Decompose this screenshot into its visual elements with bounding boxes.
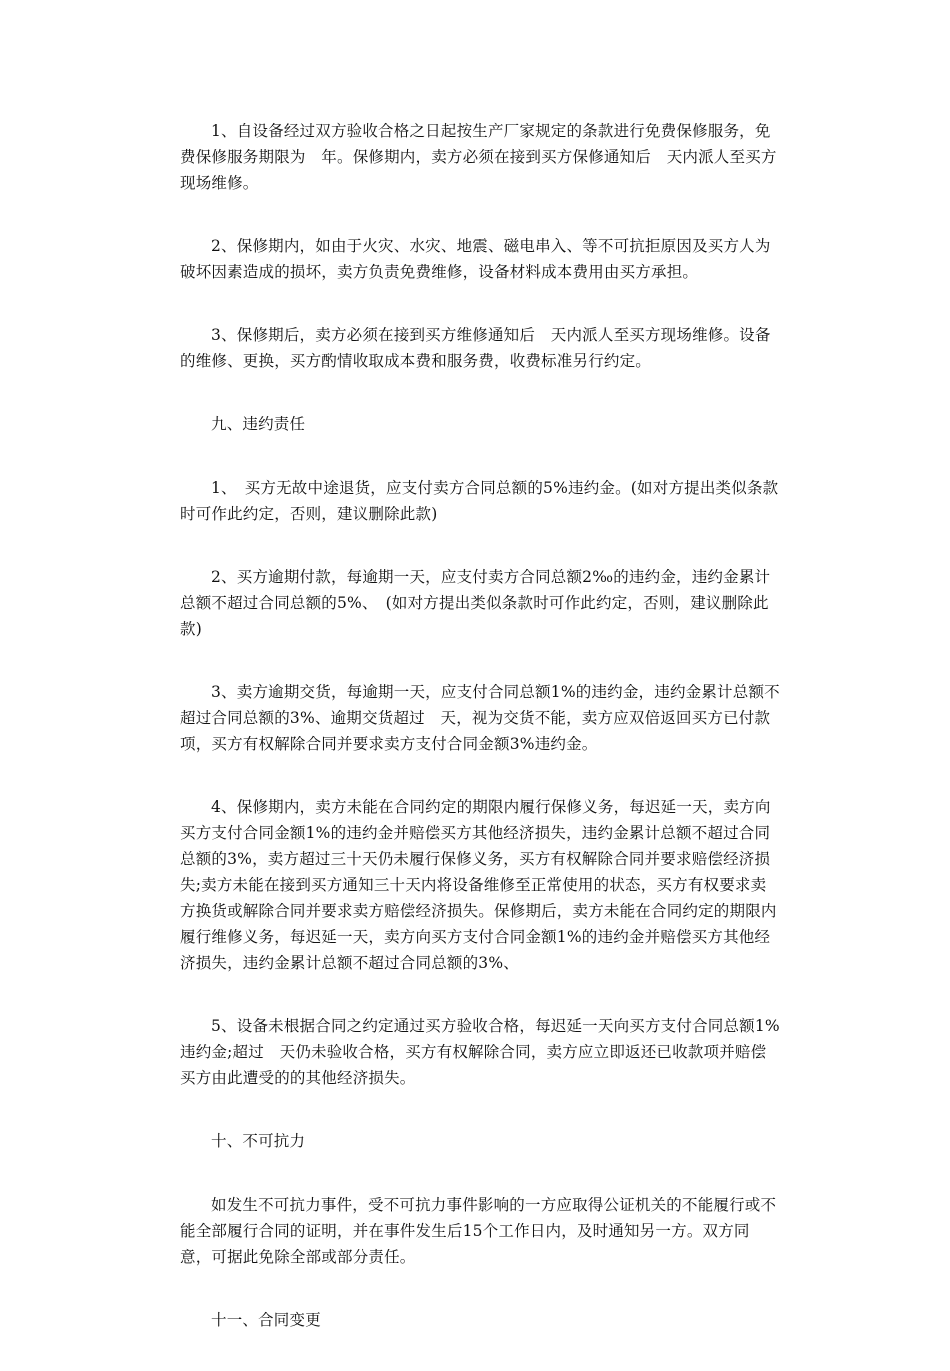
warranty-clause-3: 3、保修期后，卖方必须在接到买方维修通知后 天内派人至买方现场维修。设备的维修、更换，买方酌情收取成本费和服务费，收费标准另行约定。 [180,326,771,370]
warranty-clause-1: 1、自设备经过双方验收合格之日起按生产厂家规定的条款进行免费保修服务，免费保修服务期限为 年。保修期内，卖方必须在接到买方保修通知后 天内派人至买方现场维修。 [180,122,777,192]
document-body [180,118,780,1371]
liability-clause-2: 2、买方逾期付款，每逾期一天，应支付卖方合同总额2‰的违约金，违约金累计总额不超过合同总额的5%、 (如对方提出类似条款时可作此约定，否则，建议删除此款) [180,568,771,638]
section-heading-liability: 九、违约责任 [211,415,306,433]
liability-clause-4: 4、保修期内，卖方未能在合同约定的期限内履行保修义务，每迟延一天，卖方向买方支付合同金额1%的违约金并赔偿买方其他经济损失，违约金累计总额不超过合同总额的3%，卖方超过三十天仍未履行保修义务，买方有权解除合同并要求赔偿经济损失;卖方未能在接到买方通知三十天内将设备维修至正常使用的状态，买方有权要求卖方换货或解除合同并要求卖方赔偿经济损失。保修期后，卖方未能在合同约定的期限内履行维修义务，每迟延一天，卖方向买方支付合同金额1%的违约金并赔偿买方其他经济损失，违约金累计总额不超过合同总额的3%、 [180,798,777,972]
warranty-clause-2: 2、保修期内，如由于火灾、水灾、地震、磁电串入、等不可抗拒原因及买方人为破坏因素造成的损坏，卖方负责免费维修，设备材料成本费用由买方承担。 [180,237,771,281]
section-heading-contract-change: 十一、合同变更 [211,1311,321,1329]
liability-clause-1: 1、 买方无故中途退货，应支付卖方合同总额的5%违约金。(如对方提出类似条款时可作此约定，否则，建议删除此款) [180,479,779,523]
liability-clause-3: 3、卖方逾期交货，每逾期一天，应支付合同总额1%的违约金，违约金累计总额不超过合同总额的3%、逾期交货超过 天，视为交货不能，卖方应双倍返回买方已付款项，买方有权解除合同并要求卖方支付合同金额3%违约金。 [180,683,780,753]
section-heading-force-majeure: 十、不可抗力 [211,1132,306,1150]
force-majeure-text: 如发生不可抗力事件，受不可抗力事件影响的一方应取得公证机关的不能履行或不能全部履行合同的证明，并在事件发生后15个工作日内，及时通知另一方。双方同意，可据此免除全部或部分责任。 [180,1196,777,1266]
liability-clause-5: 5、设备未根据合同之约定通过买方验收合格，每迟延一天向买方支付合同总额1%违约金;超过 天仍未验收合格，买方有权解除合同，卖方应立即返还已收款项并赔偿买方由此遭受的的其他经济损失。 [180,1017,780,1087]
